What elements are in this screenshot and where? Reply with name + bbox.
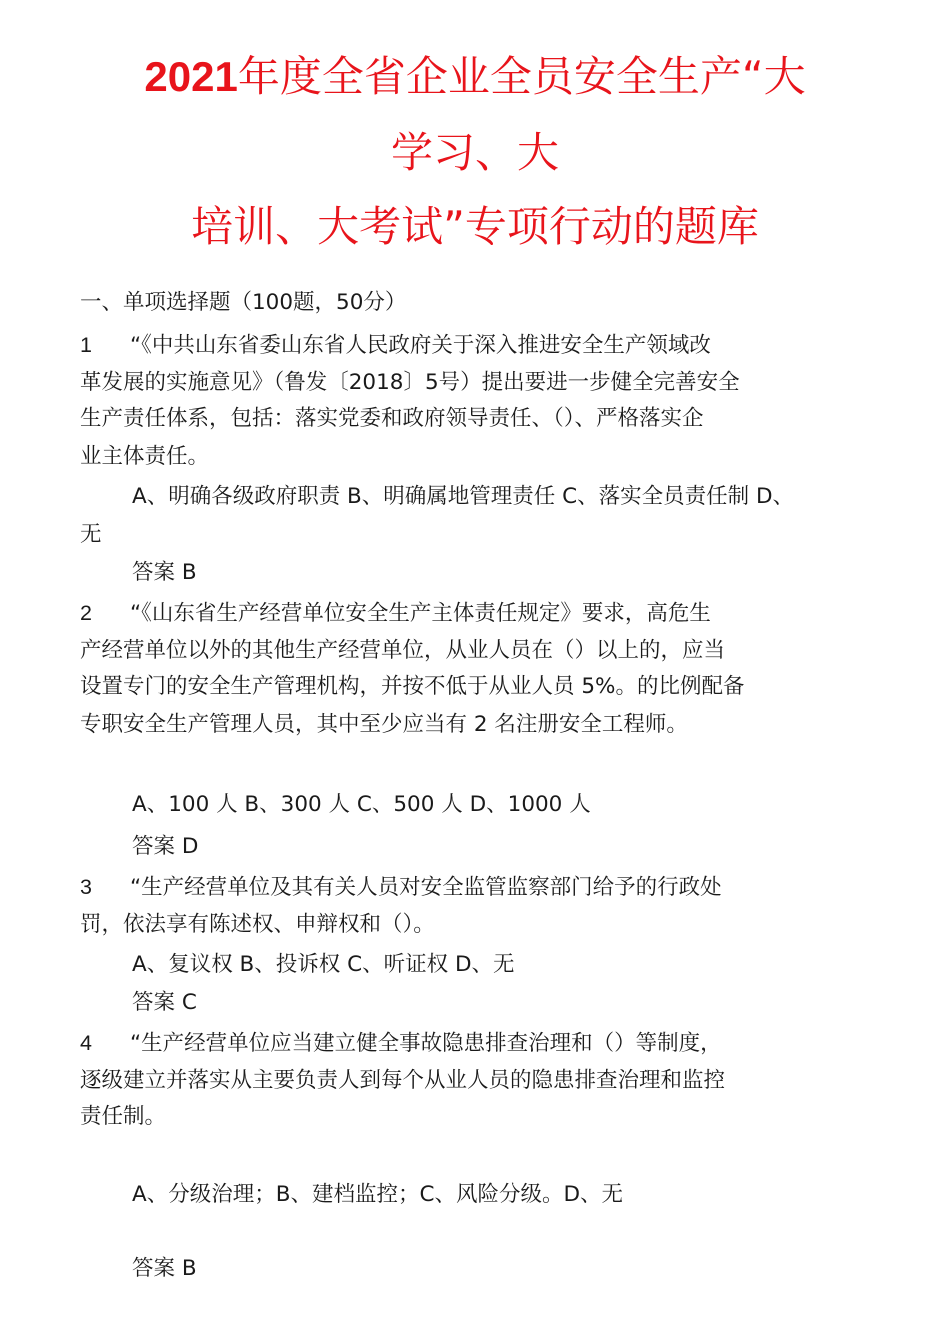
question-3-line-2: 罚，依法享有陈述权、申辩权和（）。 [80,912,435,937]
question-3-options: A、复议权 B、投诉权 C、听证权 D、无 [132,952,515,977]
question-3-line-1 [80,872,722,903]
question-1-line-1 [80,330,711,361]
question-1-text: “《中共山东省委山东省人民政府关于深入推进安全生产领域改 [130,333,711,358]
question-3-text: “生产经营单位及其有关人员对安全监管监察部门给予的行政处 [130,875,722,900]
document-title-line-2: 学习、大 [390,128,559,177]
question-4-text: “生产经营单位应当建立健全事故隐患排查治理和（）等制度， [130,1031,722,1056]
question-3-answer: 答案 C [132,990,197,1015]
question-2-answer: 答案 D [132,834,199,859]
question-2-options: A、100 人 B、300 人 C、500 人 D、1000 人 [132,792,591,817]
question-3-number: 3 [80,875,92,899]
question-2-line-2: 产经营单位以外的其他生产经营单位，从业人员在（）以上的，应当 [80,638,726,663]
question-4-answer: 答案 B [132,1256,197,1281]
question-1-answer: 答案 B [132,560,197,585]
question-4-line-3: 责任制。 [80,1104,167,1129]
question-2-line-1 [80,598,711,629]
question-4-number: 4 [80,1031,92,1055]
question-1-number: 1 [80,333,92,357]
question-4-line-1 [80,1028,722,1059]
question-1-options-cont: 无 [80,522,102,547]
title-year: 2021 [144,53,238,100]
question-2-number: 2 [80,601,92,625]
question-1-options: A、明确各级政府职责 B、明确属地管理责任 C、落实全员责任制 D、 [132,484,795,509]
section-heading: 一、单项选择题（100题，50分） [80,290,407,315]
question-1-line-3: 生产责任体系，包括：落实党委和政府领导责任、（）、严格落实企 [80,406,704,431]
question-2-line-4: 专职安全生产管理人员，其中至少应当有 2 名注册安全工程师。 [80,712,688,737]
question-1-line-2: 革发展的实施意见》（鲁发〔2018〕5号）提出要进一步健全完善安全 [80,370,740,395]
question-4-options: A、分级治理；B、建档监控；C、风险分级。D、无 [132,1182,624,1207]
question-2-line-3: 设置专门的安全生产管理机构，并按不低于从业人员 5%。的比例配备 [80,674,745,699]
document-title-line-1 [40,52,910,102]
document-title-line-3: 培训、大考试”专项行动的题库 [191,202,759,251]
question-2-text: “《山东省生产经营单位安全生产主体责任规定》要求，高危生 [130,601,711,626]
title-line-1-rest: 年度全省企业全员安全生产“大 [237,52,806,101]
question-1-line-4: 业主体责任。 [80,444,210,469]
question-4-line-2: 逐级建立并落实从主要负责人到每个从业人员的隐患排查治理和监控 [80,1068,726,1093]
